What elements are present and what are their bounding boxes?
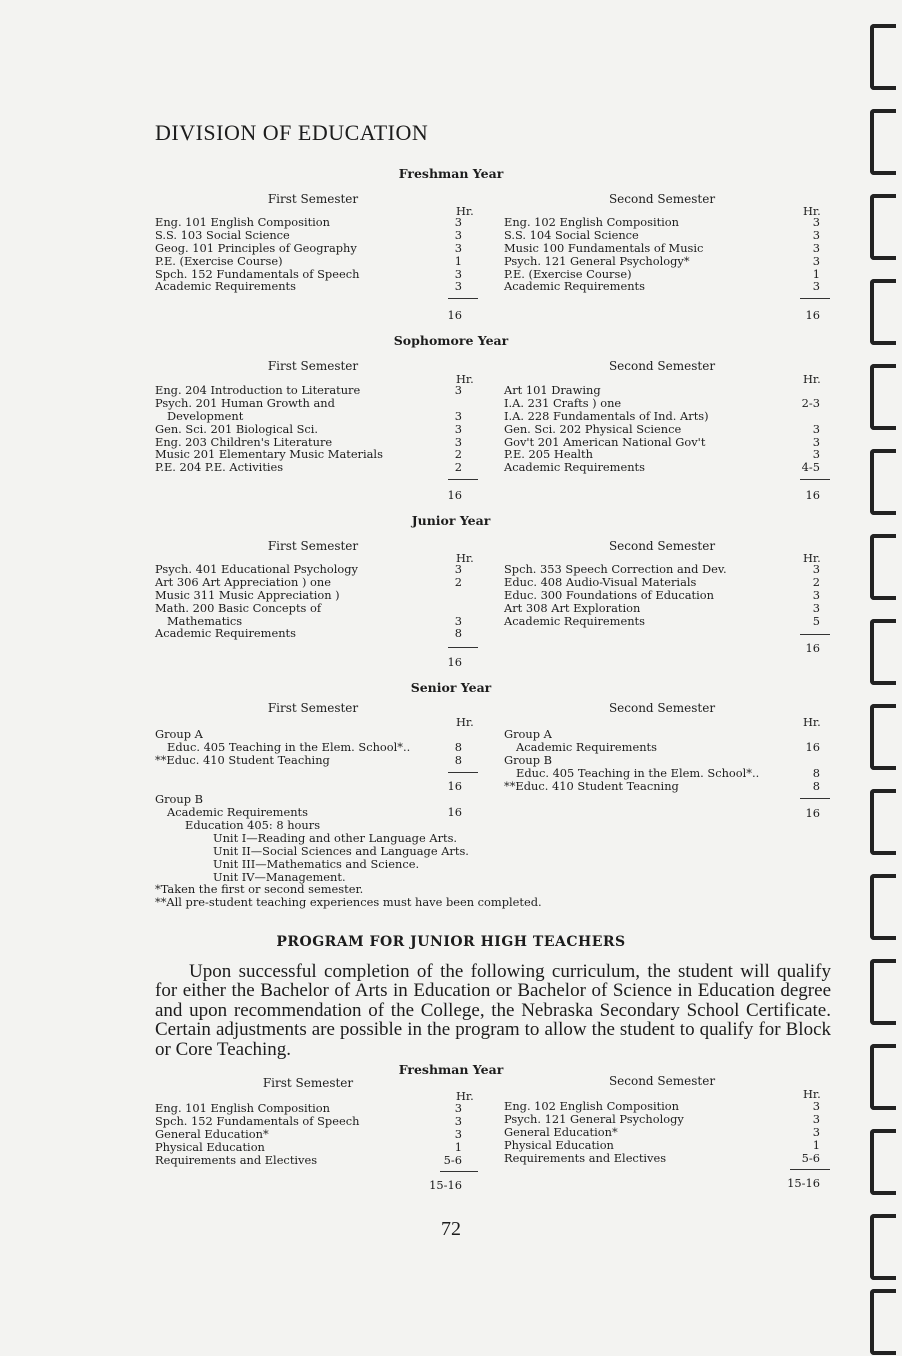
footnotes — [155, 819, 542, 909]
course-name: Academic Requirements — [504, 613, 645, 628]
sum-rule — [448, 298, 478, 299]
semester-total: 16 — [447, 779, 462, 793]
course-name: Requirements and Electives — [155, 1152, 318, 1167]
binder-tab — [870, 704, 896, 770]
course-name: Spch. 152 Fundamentals of Speech — [155, 266, 360, 281]
course-list — [155, 793, 462, 819]
course-hours: 3 — [454, 266, 462, 281]
sum-rule — [440, 1171, 478, 1172]
binder-tab — [870, 1044, 896, 1110]
course-name: Music 201 Elementary Music Materials — [155, 447, 383, 462]
semester-title: Second Semester — [608, 539, 716, 553]
course-row — [504, 767, 820, 780]
course-row — [504, 1126, 820, 1139]
sum-rule — [448, 479, 478, 480]
course-hours: 5-6 — [443, 1152, 462, 1167]
footnote-line: Education 405: 8 hours — [185, 818, 321, 832]
course-row — [504, 780, 820, 793]
course-name: Academic Requirements — [504, 279, 645, 294]
course-list — [155, 384, 462, 474]
course-name: Spch. 152 Fundamentals of Speech — [155, 1113, 360, 1128]
course-list — [155, 1102, 462, 1166]
sum-rule — [800, 479, 830, 480]
course-name: **Educ. 410 Student Teacning — [504, 778, 679, 793]
course-name: **Educ. 410 Student Teaching — [155, 752, 330, 767]
course-list — [504, 216, 820, 293]
course-row — [155, 602, 462, 615]
course-name: Music 311 Music Appreciation ) — [155, 587, 340, 602]
semester-total: 16 — [805, 641, 820, 655]
hours-header: Hr. — [803, 715, 821, 729]
course-row — [155, 397, 462, 410]
course-row — [155, 384, 462, 397]
course-list — [504, 563, 820, 627]
semester-total: 15-16 — [429, 1178, 462, 1192]
binder-tab — [870, 449, 896, 515]
course-list — [504, 1100, 820, 1164]
course-hours: 3 — [812, 1099, 820, 1113]
course-name: I.A. 228 Fundamentals of Ind. Arts) — [504, 408, 709, 423]
hours-header: Hr. — [456, 204, 474, 218]
semester-title: First Semester — [262, 1076, 354, 1090]
course-hours: 1 — [812, 266, 820, 281]
course-name: S.S. 103 Social Science — [155, 227, 290, 242]
course-hours: 2 — [454, 460, 462, 475]
course-name: Group A — [155, 727, 203, 741]
course-hours: 1 — [454, 1139, 462, 1154]
course-name: Academic Requirements — [504, 460, 645, 475]
binder-tabs — [870, 14, 896, 1344]
course-name: P.E. 205 Health — [504, 447, 593, 462]
course-row — [155, 229, 462, 242]
semester-title: Second Semester — [608, 1074, 716, 1088]
course-name: Academic Requirements — [155, 626, 296, 641]
course-name: I.A. 231 Crafts ) one — [504, 395, 622, 410]
semester-title: First Semester — [267, 701, 359, 715]
year-heading-senior: Senior Year — [410, 680, 492, 695]
course-row — [155, 255, 462, 268]
course-row — [504, 216, 820, 229]
course-hours: 8 — [812, 765, 820, 780]
course-name: Mathematics — [167, 613, 243, 628]
course-hours: 8 — [454, 739, 462, 754]
course-row — [504, 615, 820, 628]
footnote-line: *Taken the first or second semester. — [155, 882, 364, 897]
course-name: Group B — [504, 752, 553, 767]
course-row — [155, 589, 462, 602]
course-name: Academic Requirements — [167, 804, 308, 819]
course-hours: 2 — [454, 574, 462, 589]
course-row — [504, 280, 820, 293]
course-name: Development — [167, 408, 244, 423]
hours-header: Hr. — [803, 372, 821, 386]
course-row — [504, 602, 820, 615]
sum-rule — [448, 772, 478, 773]
binder-tab — [870, 534, 896, 600]
course-name: Gen. Sci. 201 Biological Sci. — [155, 421, 319, 436]
hours-header: Hr. — [803, 1087, 821, 1101]
sum-rule — [800, 798, 830, 799]
course-hours: 3 — [454, 1101, 462, 1115]
sum-rule — [790, 1169, 830, 1170]
course-hours: 8 — [454, 626, 462, 641]
binder-tab — [870, 194, 896, 260]
course-row — [155, 741, 462, 754]
course-name: P.E. 204 P.E. Activities — [155, 460, 284, 475]
course-name: Art 308 Art Exploration — [504, 600, 641, 615]
program-description: Upon successful completion of the following curriculum, the student will qualify for either the Bachelor of Arts in Education or Bachelor of Science in Education degree and upon recommendation of the College, the Nebraska Secondary School Certificate. Certain adjustments are possible in the program to allow the student to qualify for Block or Core Teaching. — [155, 961, 831, 1060]
course-name: Group B — [155, 792, 204, 806]
course-name: Eng. 102 English Composition — [504, 1099, 680, 1113]
semester-title: Second Semester — [608, 701, 716, 715]
course-row — [155, 216, 462, 229]
course-hours: 3 — [454, 434, 462, 449]
course-hours: 4-5 — [801, 460, 820, 475]
course-row — [504, 1152, 820, 1165]
course-row — [155, 280, 462, 293]
course-row — [504, 229, 820, 242]
footnote-line: Unit IV—Management. — [213, 869, 346, 884]
course-hours: 3 — [812, 562, 820, 576]
course-name: Art 306 Art Appreciation ) one — [155, 574, 331, 589]
footnote-line: Unit II—Social Sciences and Language Arts. — [213, 843, 469, 858]
course-name: Math. 200 Basic Concepts of — [155, 600, 322, 615]
course-row — [155, 423, 462, 436]
course-row — [155, 461, 462, 474]
course-row — [155, 793, 462, 806]
binder-tab — [870, 24, 896, 90]
course-hours: 3 — [812, 240, 820, 255]
course-row — [155, 410, 462, 423]
course-row — [504, 423, 820, 436]
binder-tab — [870, 619, 896, 685]
course-name: Educ. 408 Audio-Visual Materials — [504, 574, 697, 589]
course-row — [155, 242, 462, 255]
course-hours: 3 — [812, 227, 820, 242]
course-hours: 3 — [454, 240, 462, 255]
course-hours: 3 — [454, 215, 462, 229]
course-hours: 3 — [812, 600, 820, 615]
sum-rule — [800, 298, 830, 299]
course-hours: 3 — [454, 279, 462, 294]
binder-tab — [870, 1289, 896, 1355]
course-row — [504, 410, 820, 423]
footnote-line: **All pre-student teaching experiences must have been completed. — [155, 895, 542, 910]
hours-header: Hr. — [456, 372, 474, 386]
course-row — [504, 397, 820, 410]
course-row — [504, 384, 820, 397]
hours-header: Hr. — [456, 1089, 474, 1103]
semester-total: 16 — [447, 488, 462, 502]
course-row — [155, 627, 462, 640]
course-row — [155, 576, 462, 589]
course-row — [504, 741, 820, 754]
course-row — [504, 576, 820, 589]
course-name: Gen. Sci. 202 Physical Science — [504, 421, 682, 436]
course-hours: 3 — [812, 215, 820, 229]
course-hours: 3 — [454, 1113, 462, 1128]
year-heading-sophomore: Sophomore Year — [393, 333, 509, 348]
course-row — [155, 1115, 462, 1128]
course-hours: 16 — [805, 739, 820, 754]
course-hours: 3 — [812, 253, 820, 268]
course-hours: 3 — [454, 408, 462, 423]
course-row — [504, 461, 820, 474]
course-name: Psych. 121 General Psychology* — [504, 253, 690, 268]
semester-total: 16 — [805, 806, 820, 820]
hours-header: Hr. — [456, 715, 474, 729]
hours-header: Hr. — [803, 204, 821, 218]
semester-title: First Semester — [267, 192, 359, 206]
course-list — [155, 563, 462, 640]
binder-tab — [870, 364, 896, 430]
section-heading: PROGRAM FOR JUNIOR HIGH TEACHERS — [276, 934, 626, 950]
course-row — [155, 754, 462, 767]
course-hours: 3 — [454, 383, 462, 397]
course-hours: 3 — [454, 421, 462, 436]
semester-title: First Semester — [267, 359, 359, 373]
course-name: Eng. 203 Children's Literature — [155, 434, 333, 449]
course-list — [155, 728, 462, 767]
footnote-line: Unit III—Mathematics and Science. — [213, 856, 420, 871]
footnote-line: Unit I—Reading and other Language Arts. — [213, 830, 458, 845]
course-hours: 2 — [454, 447, 462, 462]
course-name: Educ. 405 Teaching in the Elem. School*.. — [516, 765, 760, 780]
course-hours: 3 — [812, 421, 820, 436]
course-name: S.S. 104 Social Science — [504, 227, 639, 242]
course-hours: 3 — [812, 1111, 820, 1126]
course-hours: 1 — [454, 253, 462, 268]
year-heading-freshman-jh: Freshman Year — [398, 1062, 504, 1077]
course-name: Eng. 101 English Composition — [155, 1101, 331, 1115]
binder-tab — [870, 1129, 896, 1195]
course-name: Music 100 Fundamentals of Music — [504, 240, 704, 255]
semester-total: 16 — [805, 488, 820, 502]
course-row — [504, 242, 820, 255]
course-name: Spch. 353 Speech Correction and Dev. — [504, 562, 727, 576]
course-hours: 5-6 — [801, 1150, 820, 1165]
course-row — [155, 563, 462, 576]
course-name: Eng. 101 English Composition — [155, 215, 331, 229]
course-hours: 3 — [812, 434, 820, 449]
course-name: Requirements and Electives — [504, 1150, 667, 1165]
course-name: Geog. 101 Principles of Geography — [155, 240, 357, 255]
course-hours: 2-3 — [801, 395, 820, 410]
course-hours: 2 — [812, 574, 820, 589]
course-name: Academic Requirements — [155, 279, 296, 294]
course-row — [155, 728, 462, 741]
course-row — [504, 1113, 820, 1126]
course-hours: 16 — [447, 804, 462, 819]
course-hours: 3 — [454, 1126, 462, 1141]
course-row — [504, 255, 820, 268]
course-name: Eng. 102 English Composition — [504, 215, 680, 229]
course-hours: 3 — [812, 279, 820, 294]
course-name: Psych. 121 General Psychology — [504, 1111, 684, 1126]
course-name: P.E. (Exercise Course) — [155, 253, 283, 268]
course-hours: 1 — [812, 1137, 820, 1152]
course-name: Psych. 201 Human Growth and — [155, 395, 335, 410]
course-name: Eng. 204 Introduction to Literature — [155, 383, 361, 397]
course-name: Physical Education — [155, 1139, 265, 1154]
course-row — [155, 1154, 462, 1167]
course-row — [504, 728, 820, 741]
course-name: Gov't 201 American National Gov't — [504, 434, 706, 449]
course-hours: 3 — [454, 613, 462, 628]
course-list — [504, 384, 820, 474]
course-hours: 3 — [812, 447, 820, 462]
binder-tab — [870, 789, 896, 855]
sum-rule — [448, 647, 478, 648]
course-hours: 3 — [454, 562, 462, 576]
semester-title: First Semester — [267, 539, 359, 553]
page-title: DIVISION OF EDUCATION — [155, 120, 429, 145]
course-hours: 5 — [812, 613, 820, 628]
course-name: General Education* — [504, 1124, 618, 1139]
course-name: General Education* — [155, 1126, 269, 1141]
course-name: Physical Education — [504, 1137, 614, 1152]
course-list — [155, 216, 462, 293]
semester-total: 16 — [447, 308, 462, 322]
binder-tab — [870, 874, 896, 940]
course-row — [504, 754, 820, 767]
course-hours: 3 — [812, 1124, 820, 1139]
course-name: Educ. 300 Foundations of Education — [504, 587, 714, 602]
course-row — [504, 563, 820, 576]
course-name: P.E. (Exercise Course) — [504, 266, 632, 281]
course-row — [504, 1139, 820, 1152]
semester-title: Second Semester — [608, 359, 716, 373]
page-number: 72 — [441, 1218, 461, 1240]
course-hours: 3 — [454, 227, 462, 242]
sum-rule — [800, 634, 830, 635]
course-name: Group A — [504, 727, 552, 741]
hours-header: Hr. — [803, 551, 821, 565]
course-name: Psych. 401 Educational Psychology — [155, 562, 358, 576]
course-name: Educ. 405 Teaching in the Elem. School*.. — [167, 739, 411, 754]
semester-total: 16 — [447, 655, 462, 669]
semester-total: 15-16 — [787, 1176, 820, 1190]
binder-tab — [870, 959, 896, 1025]
semester-total: 16 — [805, 308, 820, 322]
course-hours: 3 — [812, 587, 820, 602]
year-heading-freshman: Freshman Year — [398, 166, 504, 181]
semester-title: Second Semester — [608, 192, 716, 206]
course-row — [504, 1100, 820, 1113]
course-list — [504, 728, 820, 792]
course-hours: 8 — [812, 778, 820, 793]
course-row — [155, 806, 462, 819]
course-name: Academic Requirements — [516, 739, 657, 754]
course-row — [504, 589, 820, 602]
course-name: Art 101 Drawing — [504, 383, 601, 397]
hours-header: Hr. — [456, 551, 474, 565]
course-hours: 8 — [454, 752, 462, 767]
course-row — [155, 1128, 462, 1141]
course-row — [155, 1141, 462, 1154]
year-heading-junior: Junior Year — [411, 513, 491, 528]
course-row — [155, 1102, 462, 1115]
